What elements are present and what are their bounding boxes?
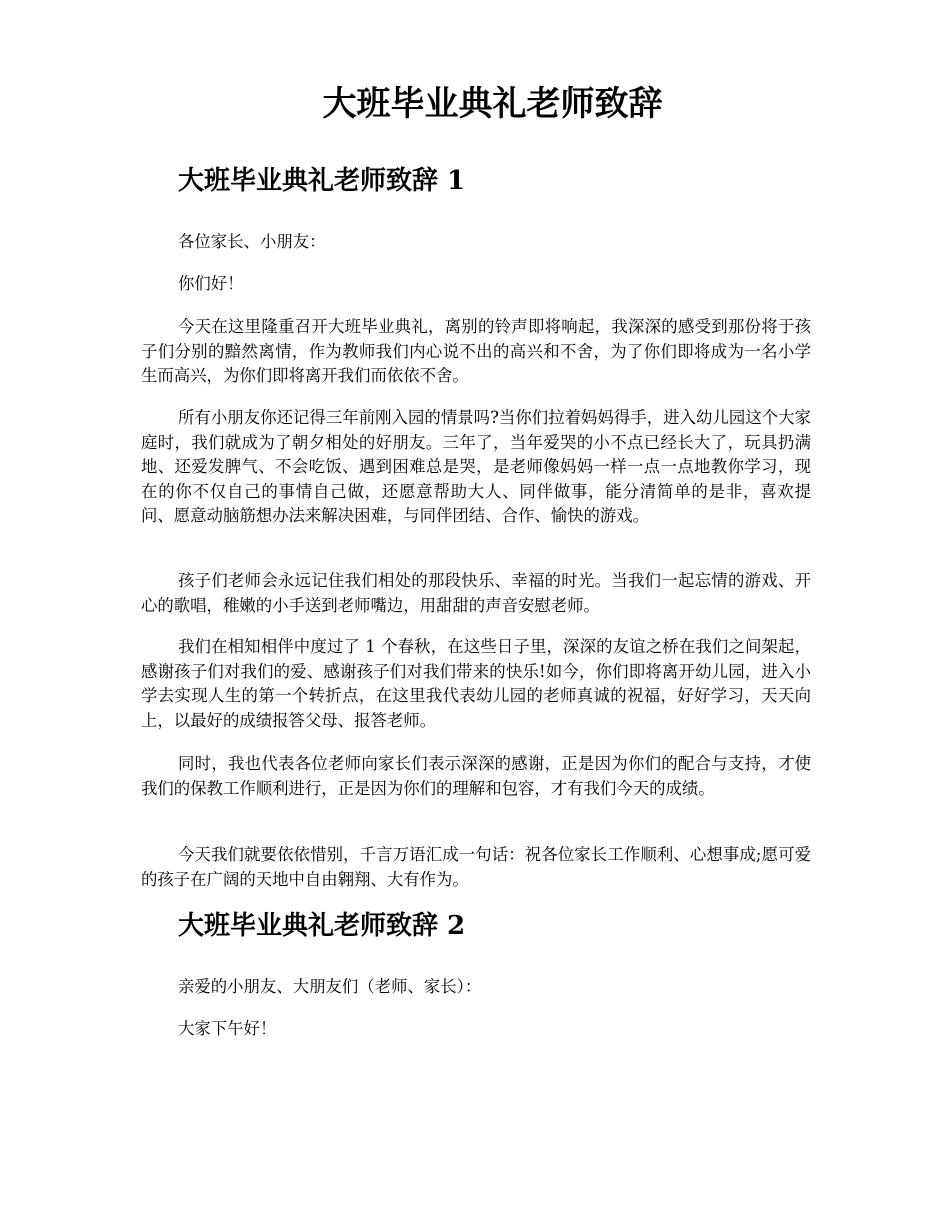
paragraph-greeting: 你们好！ (178, 274, 244, 293)
paragraph-body: 今天我们就要依依惜别，千言万语汇成一句话：祝各位家长工作顺利、心想事成;愿可爱的孩子在广阔的天地中自由翱翔、大有作为。 (141, 845, 811, 889)
document-title: 大班毕业典礼老师致辞 (322, 84, 663, 124)
section-heading-1: 大班毕业典礼老师致辞 1 (178, 166, 466, 196)
paragraph-salutation: 亲爱的小朋友、大朋友们（老师、家长）： (178, 977, 482, 996)
paragraph-greeting: 大家下午好！ (178, 1019, 277, 1038)
paragraph-body: 孩子们老师会永远记住我们相处的那段快乐、幸福的时光。当我们一起忘情的游戏、开心的歌唱，稚嫩的小手送到老师嘴边，用甜甜的声音安慰老师。 (141, 571, 811, 615)
paragraph-body: 所有小朋友你还记得三年前刚入园的情景吗?当你们拉着妈妈得手，进入幼儿园这个大家庭时，我们就成为了朝夕相处的好朋友。三年了，当年爱哭的小不点已经长大了，玩具扔满地、还爱发脾气、不会吃饭、遇到困难总是哭，是老师像妈妈一样一点一点地教你学习，现在的你不仅自己的事情自己做，还愿意帮助大人、同伴做事，能分清简单的是非，喜欢提问、愿意动脑筋想办法来解决困难，与同伴团结、合作、愉快的游戏。 (141, 408, 811, 525)
paragraph-salutation: 各位家长、小朋友： (178, 232, 326, 251)
paragraph-body: 今天在这里隆重召开大班毕业典礼，离别的铃声即将响起，我深深的感受到那份将于孩子们分别的黯然离情，作为教师我们内心说不出的高兴和不舍，为了你们即将成为一名小学生而高兴，为你们即将离开我们而依依不舍。 (141, 317, 811, 385)
paragraph-body: 同时，我也代表各位老师向家长们表示深深的感谢，正是因为你们的配合与支持，才使我们的保教工作顺利进行，正是因为你们的理解和包容，才有我们今天的成绩。 (141, 754, 811, 798)
paragraph-body: 我们在相知相伴中度过了 1 个春秋，在这些日子里，深深的友谊之桥在我们之间架起，感谢孩子们对我们的爱、感谢孩子们对我们带来的快乐!如今，你们即将离开幼儿园，进入小学去实现人生的第一个转折点，在这里我代表幼儿园的老师真诚的祝福，好好学习，天天向上，以最好的成绩报答父母、报答老师。 (141, 637, 811, 730)
section-heading-2: 大班毕业典礼老师致辞 2 (178, 911, 466, 941)
